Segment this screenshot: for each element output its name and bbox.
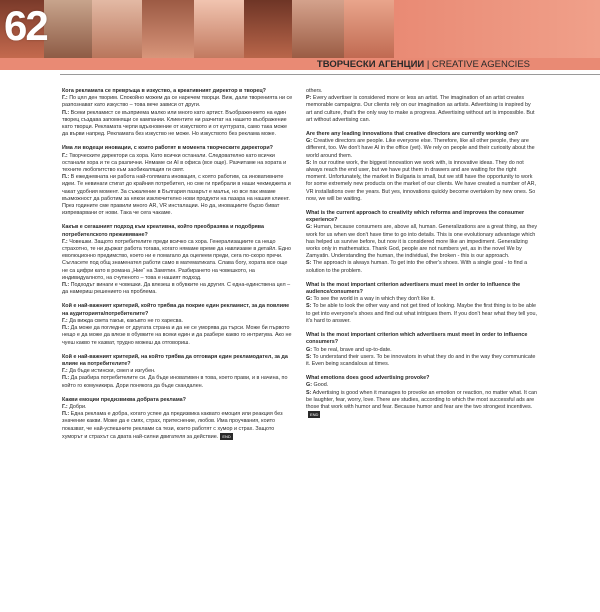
- answer-body: Добри.: [69, 403, 87, 410]
- answer-text: [306, 224, 538, 260]
- speaker-label: G:: [306, 224, 312, 231]
- question-text: What emotions does good advertising provoke?: [306, 375, 430, 382]
- bulgarian-column: [62, 88, 294, 448]
- section-title-separator: |: [424, 59, 432, 70]
- answer-text: [306, 347, 538, 354]
- question-text: What is the most important criterion advertisers must meet in order to influence the audience/consumers?: [306, 281, 521, 296]
- answer-text: [306, 160, 538, 203]
- answer-text: [306, 382, 538, 389]
- answer-body: To be real, brave and up-to-date.: [313, 346, 392, 353]
- answer-text: [306, 296, 538, 303]
- answer-body: Advertising is good when it manages to provoke an emotion or reaction, no matter what. It can be laughter, fear, worry, love. There are studies, according to which the most successful ads are those that work with humor and fear. Because humor and fear are the two strongest incentives.: [306, 389, 538, 410]
- continuation-text: others.: [306, 88, 323, 94]
- qa-block: [62, 224, 294, 296]
- speaker-label: Г.:: [62, 317, 68, 324]
- speaker-label: G:: [306, 346, 312, 353]
- speaker-label: П.:: [62, 325, 70, 332]
- qa-block: [62, 397, 294, 441]
- end-mark: END: [222, 433, 231, 439]
- answer-body: Human, because consumers are, above all, human. Generalizations are a great thing, as they work for us when we don't have time to go into details. This is one evolutionary advantage which has helped us survive before, but now it is considered more like an impediment. Generalizing works only in mathematics. Thank God, people are not numbers yet, as in the novel We by Zamyatin. Understanding the human, the individual, the broken - this is our approach.: [306, 224, 538, 260]
- answer-body: Да разбира потребителите си. Да бъде иновативен в това, което прави, и в начина, по който го комуникира. Дори понякога да бъде скандален.: [62, 375, 288, 389]
- question-text: Кой е най-важният критерий, който трябва да покрие един рекламист, за да повлияе на аудиторията/потребителите?: [62, 303, 290, 317]
- answer-text: [62, 95, 294, 109]
- qa-block: [306, 375, 538, 419]
- answer-body: In our routine work, the biggest innovation we work with, is innovative ideas. They do not always reach the end user, but we have put them in drawers and are waiting for the right moment. Unfortunately, the market in Bulgaria is small, but we still have the opportunity to work for some extremely new products on the market of our clients. We have created a number of AR, VR installations over the years. But yes, innovations quickly become overtaken by new ones. So now, we will be waiting.: [306, 159, 537, 202]
- question-text: Има ли водещи иновации, с които работят в момента творческите директори?: [62, 145, 273, 152]
- speaker-label: Г.:: [62, 403, 68, 410]
- qa-block: [62, 88, 294, 138]
- speaker-label: S:: [306, 389, 312, 396]
- header-banner: [0, 0, 600, 70]
- speaker-label: S:: [306, 159, 312, 166]
- answer-text: [62, 282, 294, 296]
- qa-block: [62, 145, 294, 217]
- section-title-bg: ТВОРЧЕСКИ АГЕНЦИИ: [316, 59, 425, 70]
- speaker-label: П.:: [62, 109, 70, 116]
- speaker-label: S:: [306, 303, 312, 310]
- header-rule: [60, 74, 600, 75]
- portrait-photo: [44, 0, 92, 58]
- page-number: 62: [4, 2, 47, 49]
- answer-body: Да бъде истински, смел и изгубен.: [69, 368, 156, 375]
- answer-text: [306, 390, 538, 420]
- answer-text: [62, 239, 294, 282]
- question-text: Are there any leading innovations that creative directors are currently working on?: [306, 131, 519, 138]
- question-text: Кога рекламата се превръща в изкуство, а креативният директор в творец?: [62, 88, 266, 94]
- section-title-en: CREATIVE AGENCIES: [431, 59, 530, 70]
- answer-body: Every advertiser is considered more or less an artist. The imagination of an artist creates memorable campaigns. Our clients rely on our imagination as artists. Advertising is inspired by art and culture, that's the only way to make a progress. Advertising without art is impossible. But art without advertising can.: [306, 95, 535, 123]
- qa-block: [306, 131, 538, 203]
- answer-text: [306, 95, 538, 124]
- answer-body: Creative directors are people. Like everyone else. Therefore, like all other people, they are different, too. We don't have AI in the office (yet). We rely on people and their curiosity about the world around them.: [306, 138, 535, 159]
- answer-text: [62, 325, 294, 347]
- question-text: What is the most important criterion which advertisers must meet in order to influence consumers?: [306, 332, 528, 346]
- answer-text: [62, 404, 294, 411]
- answer-text: [62, 153, 294, 175]
- speaker-label: P:: [306, 95, 312, 102]
- qa-block: [306, 332, 538, 368]
- answer-text: [62, 174, 294, 217]
- portrait-photo: [92, 0, 142, 58]
- qa-block: [306, 88, 538, 124]
- answer-text: [306, 260, 538, 274]
- portrait-photo: [194, 0, 244, 58]
- qa-block: [306, 210, 538, 275]
- banner-fill: [394, 0, 600, 58]
- answer-text: [306, 354, 538, 368]
- answer-text: [62, 375, 294, 389]
- answer-body: Да може да погледне от другата страна и да не се уморява да търси. Може би първото нещо е да може да влезе в обувките на всеки един и да разбере какво го интригува. Ако не чуеш какво те казват, трудно можеш да отговориш.: [62, 325, 292, 346]
- speaker-label: G:: [306, 296, 312, 303]
- answer-body: To see the world in a way in which they don't like it.: [313, 296, 435, 303]
- answer-body: В ежедневната ни работа най-голямата иновация, с която работим, са иновативните идеи. Те невинаги стигат до крайния потребител, но сме ги прибрали в наши чекмеджета и чакат удобния момент. За съжаление в България пазарът е малък, но все пак имаме възможност да работим за някои изключително нови продукти на пазара на нашия клиент. През годините сме правили много AR, VR инсталации. Но да, иновациите бързо биват изпреварвани от нови. Така че сега чакаме.: [62, 174, 291, 217]
- speaker-label: G:: [306, 138, 312, 145]
- end-mark: END: [310, 412, 319, 418]
- speaker-label: Г.:: [62, 95, 68, 102]
- speaker-label: S:: [306, 260, 312, 267]
- speaker-label: G:: [306, 382, 312, 389]
- speaker-label: П.:: [62, 411, 70, 418]
- answer-body: Човешки. Защото потребителите преди всичко са хора. Генерализациите са нещо страхотно, те ни държат работа тогава, когато нямаме време да навлизаме в детайл. Едно еволюционно предимство, което ни е помагало да оцелеем преди, сега по-скоро пречи. Съгласете под общ знаменател работи само в математиката. Слава богу, хората все още не са цифри като в романа „Ние“ на Замятин. Разбирането на човешкото, на индивидуалното, на счупеното – това е нашият подход.: [62, 238, 291, 281]
- answer-text: [62, 318, 294, 325]
- answer-text: [306, 138, 538, 160]
- speaker-label: П.:: [62, 282, 70, 289]
- speaker-label: S:: [306, 353, 312, 360]
- qa-block: [62, 303, 294, 346]
- question-text: Кой е най-важният критерий, на който трябва да отговаря един рекламодател, за да влияе на потребителите?: [62, 353, 288, 367]
- portrait-photo: [142, 0, 194, 58]
- answer-body: Всеки рекламист се възприема малко или много като артист. Въображението на един творец създава запомнящи се кампании. Клиентите ни разчитат на нашето въображение като творци. Рекламата черпи вдъхновение от изкуството и от културата, само така може да върви напред. Рекламата без изкуство не може. Но изкуството без реклама може.: [62, 109, 288, 138]
- qa-block: [62, 354, 294, 390]
- speaker-label: Г.:: [62, 238, 68, 245]
- question-text: Какви емоции предизвиква добрата реклама?: [62, 396, 186, 403]
- speaker-label: Г.:: [62, 368, 68, 375]
- answer-body: Творческите директори са хора. Като всички останали. Следователно като всички останали хора и те са различни. Нямаме си AI в офиса (все още). Разчитаме на хората и техните любопитство към заобикалящия ги свят.: [62, 152, 287, 174]
- answer-body: To understand their users. To be innovators in what they do and in the way they communicate it. Even being scandalous at times.: [306, 353, 536, 367]
- question-text: Какъв е сегашният подход към креативна, който преобразява и подобрява потребителското преживяване?: [62, 224, 265, 238]
- question-text: What is the current approach to creativity which reforms and improves the consumer experience?: [306, 210, 525, 224]
- speaker-label: Г.:: [62, 152, 68, 159]
- answer-body: To be able to look the other way and not get tired of looking. Maybe the first thing is to be able to get into everyone's shoes and find out what intrigues them. If you don't hear what they tell you, it's hard to answer.: [306, 303, 537, 324]
- answer-text: [306, 303, 538, 325]
- speaker-label: П.:: [62, 375, 70, 382]
- answer-body: Good.: [313, 382, 329, 389]
- answer-body: The approach is always human. To get into the other's shoes. With a single goal - to find a solution to the problem.: [306, 260, 528, 274]
- answer-text: [62, 110, 294, 139]
- answer-text: [62, 411, 294, 441]
- english-qa-list: [306, 131, 538, 419]
- answer-text: [62, 368, 294, 375]
- answer-body: Да вижда света такъв, какъвто не го харесва.: [69, 317, 183, 324]
- portrait-photo: [344, 0, 394, 58]
- portrait-photo: [292, 0, 344, 58]
- answer-body: По цял ден творим. Спокойно можем да се наречем творци. Виж, дали творенията ни се разпознават като изкуство – това вече зависи от други.: [62, 95, 293, 109]
- section-title: [317, 59, 530, 70]
- answer-body: Подходът винаги е човешки. Да влезеш в обувките на другия. С една-единствена цел – да намериш решението на проблема.: [62, 282, 291, 296]
- qa-block: [306, 282, 538, 325]
- english-column: [306, 88, 538, 426]
- portrait-photo: [244, 0, 292, 58]
- answer-body: Една реклама е добра, когато успее да предизвика каквато емоция или реакция без значение какви. Може да е смях, страх, притеснение, любов. Има проучвания, които показват, че най-успешните реклами са тези, които работят с хумор и страх. Защото хуморът и страхът са двата най-силни двигателя за действие.: [62, 411, 283, 440]
- speaker-label: П.:: [62, 174, 70, 181]
